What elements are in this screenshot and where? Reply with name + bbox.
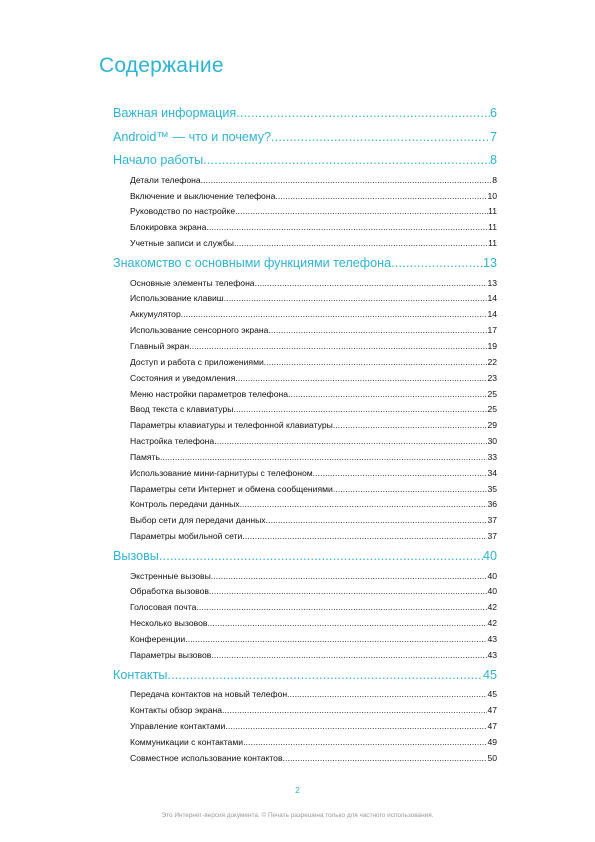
toc-entry-title: Контакты обзор экрана xyxy=(130,705,223,716)
toc-subsection-entry[interactable] xyxy=(113,569,497,585)
toc-subsection-entry[interactable] xyxy=(113,703,497,719)
toc-entry-title: Использование мини-гарнитуры с телефоном xyxy=(130,467,313,478)
toc-subsection-entry[interactable] xyxy=(113,418,497,434)
toc-subsection-entry[interactable] xyxy=(113,434,497,450)
toc-entry-page: 43 xyxy=(487,649,497,660)
toc-entry-page: 7 xyxy=(489,129,497,144)
toc-subsection-entry[interactable] xyxy=(113,204,497,220)
toc-dot-leader xyxy=(243,735,487,751)
toc-subsection-entry[interactable] xyxy=(113,450,497,466)
toc-subsection-entry[interactable] xyxy=(113,236,497,252)
toc-section-entry[interactable] xyxy=(113,664,497,688)
toc-dot-leader xyxy=(211,569,488,585)
toc-entry-page: 11 xyxy=(488,238,497,249)
toc-entry-title: Параметры клавиатуры и телефонной клавиатуры xyxy=(130,420,333,431)
toc-entry-title: Вызовы xyxy=(113,548,159,563)
toc-entry-title: Параметры вызовов xyxy=(130,649,212,660)
toc-section-entry[interactable] xyxy=(113,252,497,276)
toc-dot-leader xyxy=(266,513,488,529)
toc-entry-title: Контакты xyxy=(113,667,168,682)
toc-entry-page: 36 xyxy=(487,499,497,510)
toc-dot-leader xyxy=(185,632,487,648)
toc-section-entry[interactable] xyxy=(113,126,497,150)
toc-subsection-entry[interactable] xyxy=(113,482,497,498)
toc-entry-page: 8 xyxy=(492,174,497,185)
toc-entry-page: 13 xyxy=(482,256,497,270)
toc-dot-leader xyxy=(211,648,487,664)
toc-dot-leader xyxy=(233,402,487,418)
toc-entry-page: 19 xyxy=(487,340,497,351)
toc-dot-leader xyxy=(167,664,483,688)
toc-entry-title: Меню настройки параметров телефона xyxy=(130,388,289,399)
toc-entry-title: Доступ и работа с приложениями xyxy=(130,356,264,367)
toc-entry-page: 29 xyxy=(487,420,497,431)
toc-dot-leader xyxy=(206,220,488,236)
toc-subsection-entry[interactable] xyxy=(113,687,497,703)
toc-dot-leader xyxy=(235,371,487,387)
toc-subsection-entry[interactable] xyxy=(113,291,497,307)
toc-entry-page: 37 xyxy=(487,515,497,526)
footer-note: Это Интернет-версия документа. © Печать разрешена только для частного использования. xyxy=(161,812,434,819)
toc-entry-page: 45 xyxy=(482,667,497,682)
toc-entry-page: 43 xyxy=(487,633,497,644)
toc-entry-page: 30 xyxy=(487,436,497,447)
toc-subsection-entry[interactable] xyxy=(113,173,497,189)
toc-subsection-entry[interactable] xyxy=(113,466,497,482)
toc-entry-page: 47 xyxy=(487,720,497,731)
toc-entry-page: 33 xyxy=(487,451,497,462)
toc-entry-title: Передача контактов на новый телефон xyxy=(130,689,288,700)
toc-subsection-entry[interactable] xyxy=(113,220,497,236)
toc-entry-title: Включение и выключение телефона xyxy=(130,190,276,201)
toc-dot-leader xyxy=(313,466,488,482)
toc-entry-page: 25 xyxy=(487,388,497,399)
toc-entry-title: Выбор сети для передачи данных xyxy=(130,515,266,526)
toc-subsection-entry[interactable] xyxy=(113,513,497,529)
toc-dot-leader xyxy=(391,252,483,276)
toc-subsection-entry[interactable] xyxy=(113,751,497,767)
toc-entry-title: Блокировка экрана xyxy=(130,222,207,233)
toc-entry-page: 50 xyxy=(487,752,497,763)
toc-entry-page: 10 xyxy=(487,190,497,201)
toc-subsection-entry[interactable] xyxy=(113,339,497,355)
toc-entry-title: Конференции xyxy=(130,633,186,644)
toc-dot-leader xyxy=(333,418,488,434)
toc-subsection-entry[interactable] xyxy=(113,632,497,648)
toc-entry-title: Параметры сети Интернет и обмена сообщениями xyxy=(130,483,333,494)
toc-subsection-entry[interactable] xyxy=(113,648,497,664)
toc-section-entry[interactable] xyxy=(113,102,497,126)
toc-entry-title: Память xyxy=(130,451,160,462)
toc-dot-leader xyxy=(214,434,487,450)
toc-entry-page: 11 xyxy=(488,222,497,233)
toc-entry-page: 17 xyxy=(487,325,497,336)
toc-entry-page: 23 xyxy=(487,372,497,383)
toc-dot-leader xyxy=(287,687,487,703)
toc-entry-page: 14 xyxy=(487,293,497,304)
toc-dot-leader xyxy=(160,450,488,466)
toc-entry-title: Детали телефона xyxy=(130,174,201,185)
toc-entry-page: 8 xyxy=(489,153,497,168)
toc-dot-leader xyxy=(189,339,487,355)
toc-dot-leader xyxy=(242,529,487,545)
toc-entry-page: 47 xyxy=(487,705,497,716)
toc-entry-page: 40 xyxy=(482,548,497,563)
toc-entry-title: Экстренные вызовы xyxy=(130,570,211,581)
toc-dot-leader xyxy=(181,307,488,323)
toc-entry-title: Контроль передачи данных xyxy=(130,499,240,510)
toc-entry-page: 37 xyxy=(487,531,497,542)
toc-dot-leader xyxy=(255,276,488,292)
toc-dot-leader xyxy=(268,323,487,339)
toc-dot-leader xyxy=(196,600,487,616)
toc-dot-leader xyxy=(275,189,487,205)
toc-entry-page: 34 xyxy=(487,467,497,478)
toc-entry-page: 22 xyxy=(487,356,497,367)
toc-dot-leader xyxy=(235,204,488,220)
toc-entry-page: 42 xyxy=(487,602,497,613)
toc-entry-title: Состояния и уведомления xyxy=(130,372,236,383)
toc-entry-page: 6 xyxy=(489,106,497,120)
toc-entry-title: Использование клавиш xyxy=(130,293,224,304)
toc-section-entry[interactable] xyxy=(113,149,497,173)
toc-entry-page: 13 xyxy=(487,277,497,288)
toc-entry-title: Обработка вызовов xyxy=(130,586,209,597)
toc-dot-leader xyxy=(159,545,483,569)
toc-dot-leader xyxy=(288,387,487,403)
toc-entry-page: 35 xyxy=(487,483,497,494)
toc-entry-title: Android™ — что и почему? xyxy=(113,129,272,144)
toc-entry-title: Знакомство с основными функциями телефона xyxy=(113,256,392,270)
toc-subsection-entry[interactable] xyxy=(113,616,497,632)
toc-subsection-entry[interactable] xyxy=(113,402,497,418)
toc-entry-title: Начало работы xyxy=(113,153,204,168)
toc-entry-title: Важная информация xyxy=(113,106,237,120)
toc-entry-page: 49 xyxy=(487,736,497,747)
toc-entry-title: Использование сенсорного экрана xyxy=(130,325,269,336)
page-number: 2 xyxy=(295,785,300,795)
toc-entry-title: Главный экран xyxy=(130,340,190,351)
toc-dot-leader xyxy=(271,126,490,150)
toc-dot-leader xyxy=(224,291,488,307)
toc-subsection-entry[interactable] xyxy=(113,387,497,403)
toc-subsection-entry[interactable] xyxy=(113,719,497,735)
toc-entry-page: 40 xyxy=(487,570,497,581)
toc-entry-page: 42 xyxy=(487,618,497,629)
toc-entry-page: 45 xyxy=(487,689,497,700)
toc-subsection-entry[interactable] xyxy=(113,276,497,292)
toc-dot-leader xyxy=(234,236,488,252)
toc-subsection-entry[interactable] xyxy=(113,371,497,387)
toc-entry-page: 14 xyxy=(487,309,497,320)
toc-subsection-entry[interactable] xyxy=(113,600,497,616)
toc-dot-leader xyxy=(236,102,490,126)
toc-dot-leader xyxy=(264,355,488,371)
toc-subsection-entry[interactable] xyxy=(113,307,497,323)
toc-subsection-entry[interactable] xyxy=(113,189,497,205)
toc-entry-title: Аккумулятор xyxy=(130,309,181,320)
toc-entry-page: 25 xyxy=(487,404,497,415)
toc-dot-leader xyxy=(201,173,493,189)
toc-dot-leader xyxy=(209,584,488,600)
toc-subsection-entry[interactable] xyxy=(113,529,497,545)
toc-entry-title: Несколько вызовов xyxy=(130,618,208,629)
toc-entry-title: Учетные записи и службы xyxy=(130,238,234,249)
toc-dot-leader xyxy=(333,482,488,498)
toc-dot-leader xyxy=(283,751,488,767)
toc-subsection-entry[interactable] xyxy=(113,584,497,600)
toc-entry-title: Коммуникации с контактами xyxy=(130,736,244,747)
toc-dot-leader xyxy=(222,703,487,719)
toc-subsection-entry[interactable] xyxy=(113,735,497,751)
toc-entry-title: Голосовая почта xyxy=(130,602,197,613)
toc-subsection-entry[interactable] xyxy=(113,497,497,513)
toc-entry-title: Совместное использование контактов xyxy=(130,752,283,763)
toc-entry-title: Ввод текста с клавиатуры xyxy=(130,404,234,415)
toc-dot-leader xyxy=(240,497,488,513)
toc-dot-leader xyxy=(207,616,487,632)
toc-entry-page: 11 xyxy=(488,206,497,217)
toc-entry-page: 40 xyxy=(487,586,497,597)
toc-entry-title: Руководство по настройке xyxy=(130,206,236,217)
toc-subsection-entry[interactable] xyxy=(113,323,497,339)
toc-entry-title: Управление контактами xyxy=(130,720,226,731)
toc-subsection-entry[interactable] xyxy=(113,355,497,371)
toc-entry-title: Основные элементы телефона xyxy=(130,277,255,288)
toc-entry-title: Параметры мобильной сети xyxy=(130,531,243,542)
toc-section-entry[interactable] xyxy=(113,545,497,569)
table-of-contents xyxy=(113,102,497,766)
toc-dot-leader xyxy=(225,719,487,735)
toc-entry-title: Настройка телефона xyxy=(130,436,215,447)
toc-dot-leader xyxy=(203,149,490,173)
page-title: Содержание xyxy=(99,54,224,77)
